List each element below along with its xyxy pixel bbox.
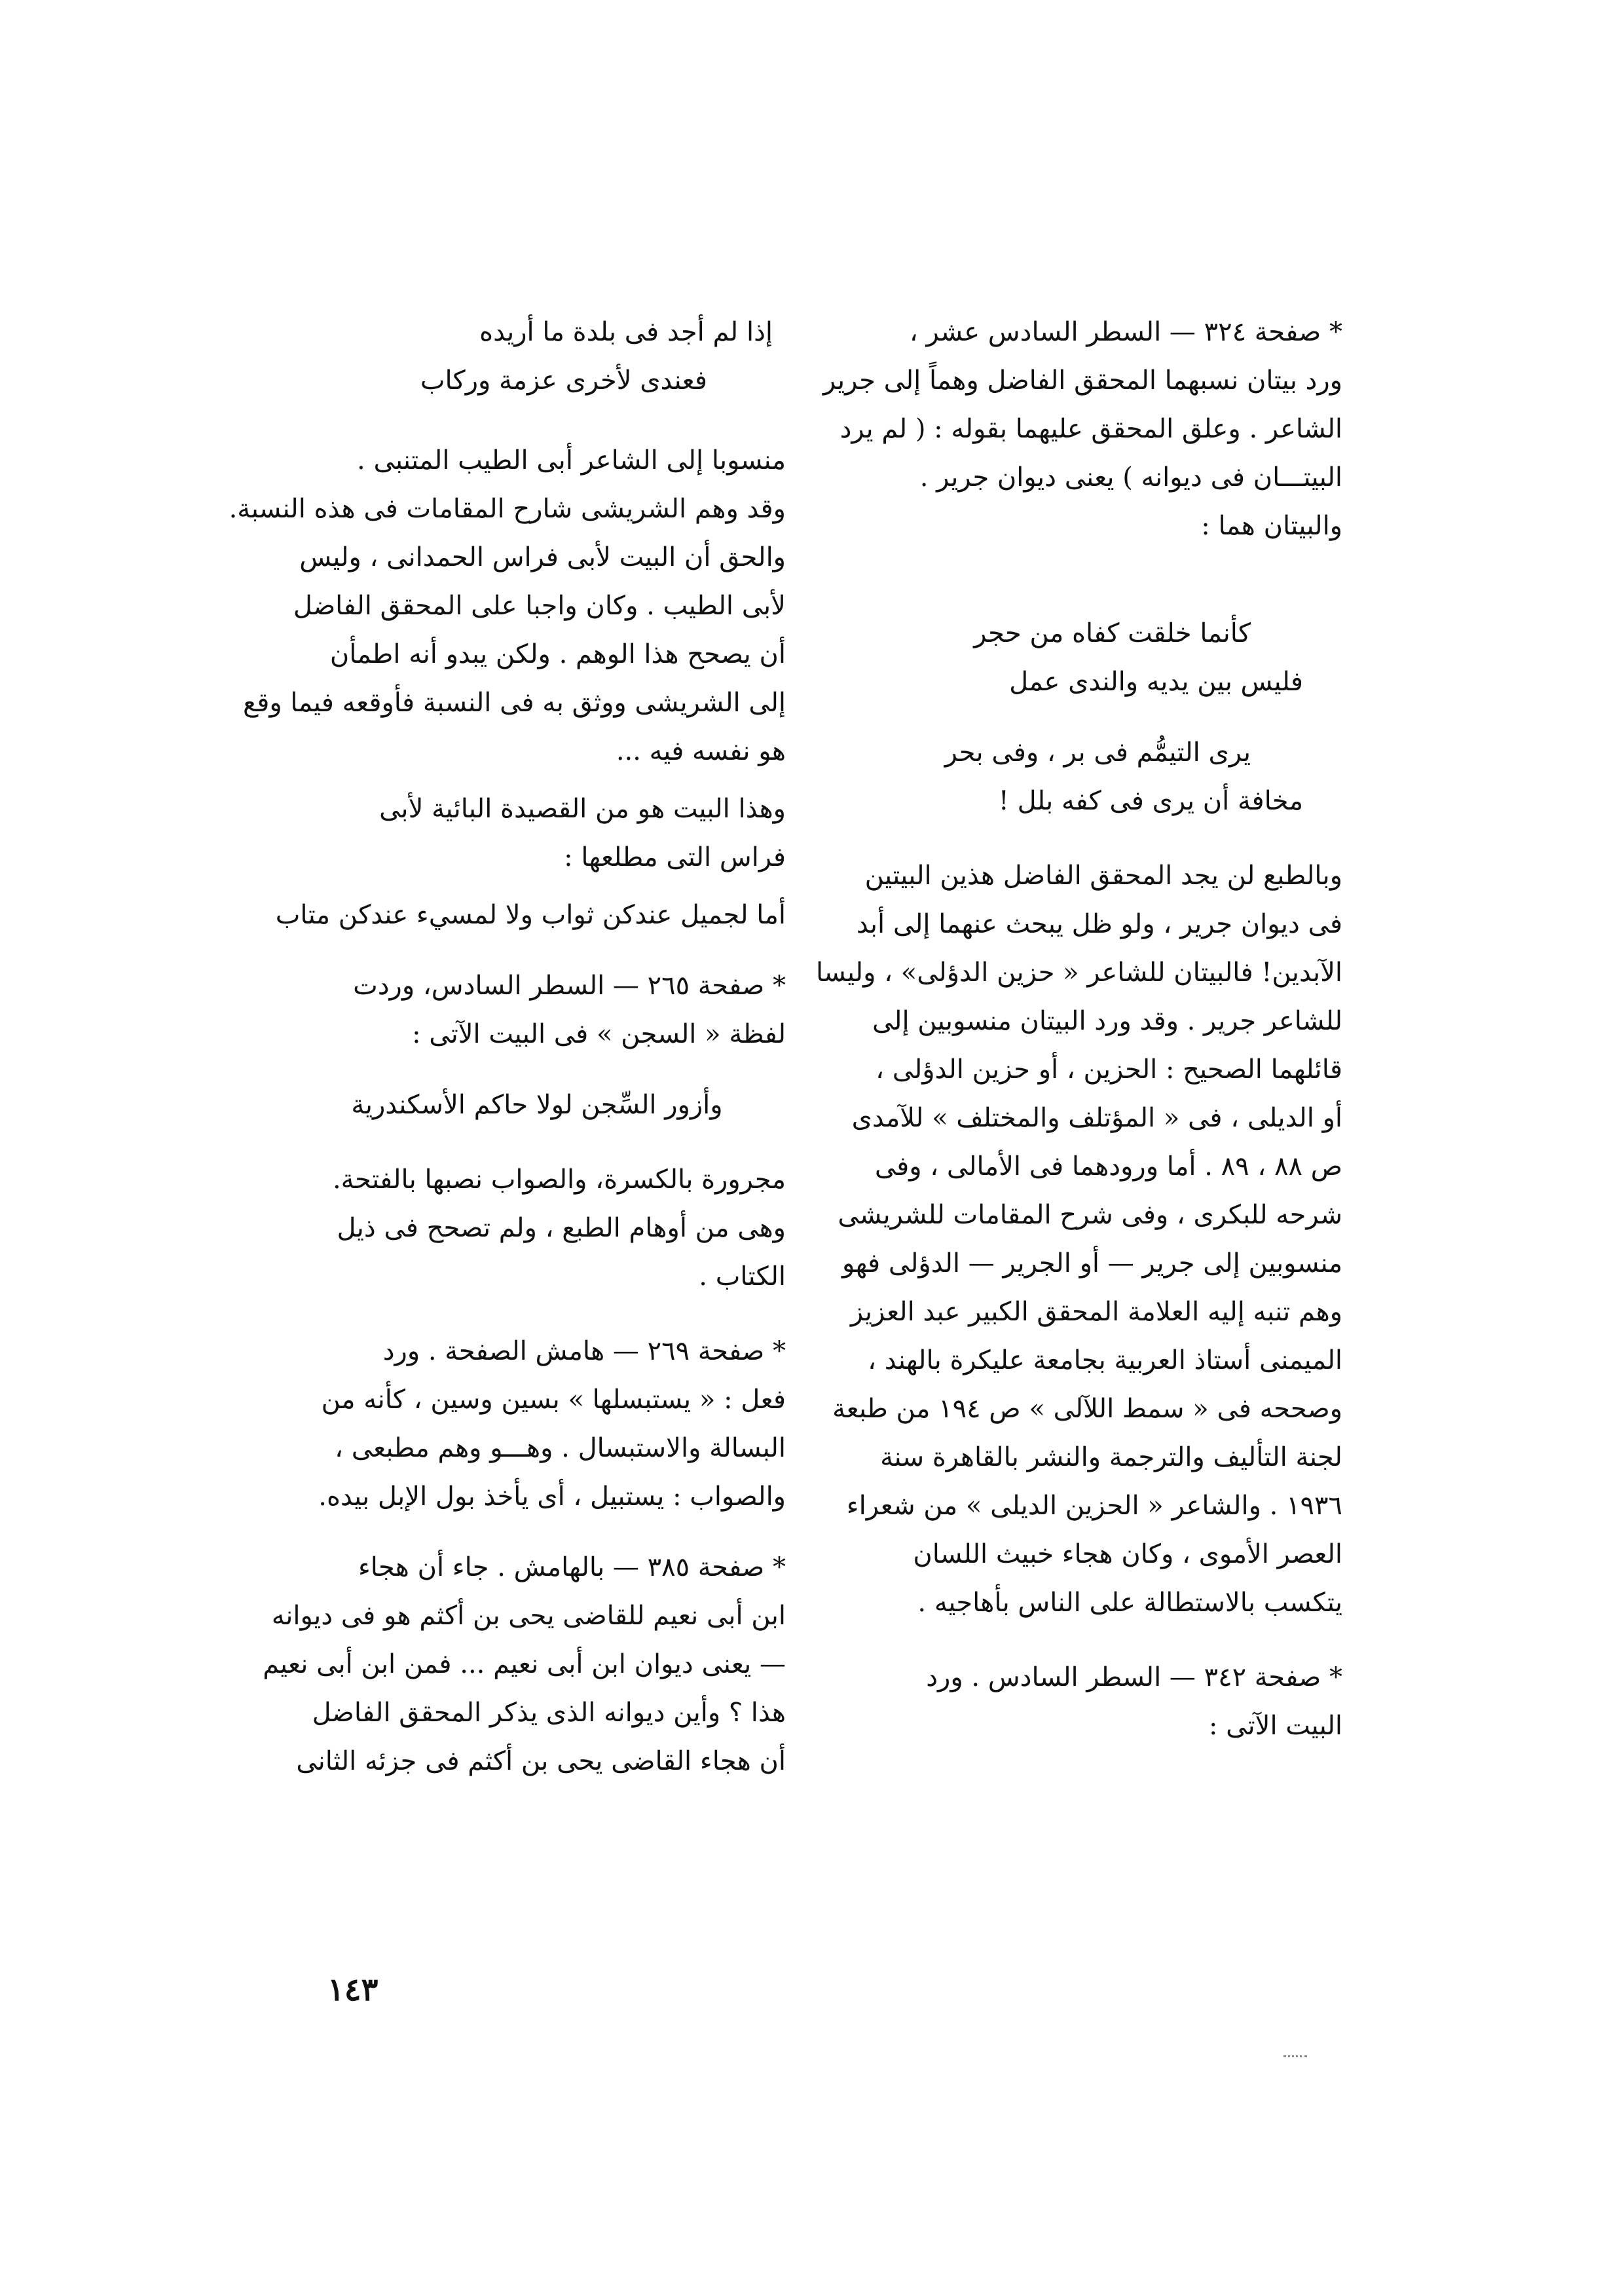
- right-column: [815, 308, 1342, 1772]
- verse-hemistich: فليس بين يديه والندى عمل: [1009, 667, 1303, 697]
- text-line: منسوبا إلى الشاعر أبى الطيب المتنبى .: [357, 445, 786, 476]
- text-line: أن هجاء القاضى يحى بن أكثم فى جزئه الثانى: [296, 1746, 786, 1776]
- text-line: * صفحة ٢٦٩ — هامش الصفحة . ورد: [382, 1336, 786, 1366]
- text-line: أن يصحح هذا الوهم . ولكن يبدو أنه اطمأن: [329, 639, 786, 669]
- text-line: ص ٨٨ ، ٨٩ . أما ورودهما فى الأمالى ، وفى: [874, 1151, 1342, 1182]
- verse-hemistich: كأنما خلقت كفاه من حجر: [974, 618, 1251, 648]
- right-para-3: [845, 1653, 1342, 1750]
- text-line: وقد وهم الشريشى شارح المقامات فى هذه النسبة.: [229, 494, 786, 524]
- verse-line: وأزور السِّجن لولا حاكم الأسكندرية: [351, 1090, 723, 1120]
- verse-hemistich: يرى التيمُّم فى بر ، وفى بحر: [944, 737, 1251, 768]
- text-line: * صفحة ٣٢٤ — السطر السادس عشر ،: [909, 317, 1342, 347]
- text-line: الآبدين! فالبيتان للشاعر « حزين الدؤلى» ، وليسا: [815, 958, 1342, 988]
- text-line: وهى من أوهام الطبع ، ولم تصحح فى ذيل: [337, 1213, 786, 1243]
- right-para-1: [822, 308, 1342, 550]
- text-line: للشاعر جرير . وقد ورد البيتان منسوبين إلى: [872, 1006, 1342, 1036]
- left-verse-1: [288, 308, 786, 405]
- text-line: ابن أبى نعيم للقاضى يحى بن أكثم هو فى ديوانه: [271, 1601, 786, 1631]
- text-line: هذا ؟ وأين ديوانه الذى يذكر المحقق الفاضل: [312, 1698, 786, 1728]
- left-verse-3: [288, 1081, 786, 1129]
- verse-hemistich: إذا لم أجد فى بلدة ما أريده: [479, 317, 773, 347]
- left-para-3: [288, 961, 786, 1058]
- text-line: والحق أن البيت لأبى فراس الحمدانى ، وليس: [299, 542, 786, 572]
- left-para-5: [288, 1327, 786, 1521]
- right-verse-1: [845, 609, 1342, 706]
- left-para-6: [263, 1543, 786, 1785]
- text-line: * صفحة ٣٨٥ — بالهامش . جاء أن هجاء: [358, 1552, 786, 1582]
- text-line: لأبى الطيب . وكان واجبا على المحقق الفاضل: [293, 591, 786, 621]
- text-line: الكتاب .: [699, 1261, 786, 1292]
- verse-hemistich: فعندى لأخرى عزمة وركاب: [420, 365, 707, 396]
- text-line: البيت الآتى :: [1208, 1711, 1342, 1741]
- text-line: لفظة « السجن » فى البيت الآتى :: [412, 1019, 786, 1049]
- text-line: مجرورة بالكسرة، والصواب نصبها بالفتحة.: [332, 1165, 786, 1195]
- text-line: قائلهما الصحيح : الحزين ، أو حزين الدؤلى ،: [876, 1054, 1342, 1085]
- verse-line: أما لجميل عندكن ثواب ولا لمسيء عندكن متاب: [275, 900, 786, 930]
- left-column: [229, 308, 786, 1808]
- text-line: البيتـــان فى ديوانه ) يعنى ديوان جرير .: [919, 462, 1342, 493]
- verse-hemistich: مخافة أن يرى فى كفه بلل !: [998, 786, 1303, 816]
- left-para-1: [229, 436, 786, 775]
- text-line: ١٩٣٦ . والشاعر « الحزين الديلى » من شعراء: [846, 1491, 1342, 1521]
- left-para-2: [288, 785, 786, 882]
- left-para-4: [288, 1155, 786, 1301]
- text-line: وهم تنبه إليه العلامة المحقق الكبير عبد العزيز: [850, 1297, 1342, 1327]
- left-verse-2: [275, 891, 786, 939]
- text-line: وهذا البيت هو من القصيدة البائية لأبى: [379, 794, 786, 824]
- text-line: فعل : « يستبسلها » بسين وسين ، كأنه من: [321, 1385, 786, 1415]
- text-line: هو نفسه فيه ...: [616, 736, 786, 766]
- text-line: يتكسب بالاستطالة على الناس بأهاجيه .: [917, 1588, 1342, 1618]
- text-line: البسالة والاستبسال . وهـــو وهم مطبعى ،: [335, 1433, 786, 1463]
- text-line: شرحه للبكرى ، وفى شرح المقامات للشريشى: [838, 1200, 1342, 1230]
- text-line: فى ديوان جرير ، ولو ظل يبحث عنهما إلى أبد: [856, 909, 1342, 939]
- text-line: * صفحة ٢٦٥ — السطر السادس، وردت: [353, 971, 786, 1001]
- text-line: ورد بيتان نسبهما المحقق الفاضل وهماً إلى جرير: [822, 365, 1342, 396]
- text-line: وبالطبع لن يجد المحقق الفاضل هذين البيتين: [864, 861, 1342, 891]
- text-line: والصواب : يستبيل ، أى يأخذ بول الإبل بيده.: [318, 1482, 786, 1512]
- text-line: الميمنى أستاذ العربية بجامعة عليكرة بالهند ،: [868, 1345, 1342, 1375]
- text-line: الشاعر . وعلق المحقق عليهما بقوله : ( لم يرد: [840, 414, 1342, 444]
- text-line: وصححه فى « سمط اللآلى » ص ١٩٤ من طبعة: [832, 1394, 1342, 1424]
- text-line: والبيتان هما :: [1201, 511, 1342, 541]
- text-line: فراس التى مطلعها :: [564, 842, 786, 872]
- text-line: العصر الأموى ، وكان هجاء خبيث اللسان: [913, 1539, 1342, 1569]
- right-verse-2: [845, 728, 1342, 825]
- text-line: أو الديلى ، فى « المؤتلف والمختلف » للآمدى: [851, 1103, 1342, 1133]
- right-para-2: [815, 851, 1342, 1627]
- text-line: منسوبين إلى جرير — أو الجرير — الدؤلى فهو: [841, 1248, 1342, 1278]
- text-line: * صفحة ٣٤٢ — السطر السادس . ورد: [926, 1662, 1342, 1692]
- print-mark: [1283, 2051, 1307, 2057]
- page-number: ١٤٣: [327, 1971, 378, 2008]
- text-line: إلى الشريشى ووثق به فى النسبة فأوقعه فيما وقع: [242, 688, 786, 718]
- text-line: لجنة التأليف والترجمة والنشر بالقاهرة سنة: [880, 1442, 1342, 1472]
- text-line: — يعنى ديوان ابن أبى نعيم ... فمن ابن أبى نعيم: [263, 1649, 786, 1679]
